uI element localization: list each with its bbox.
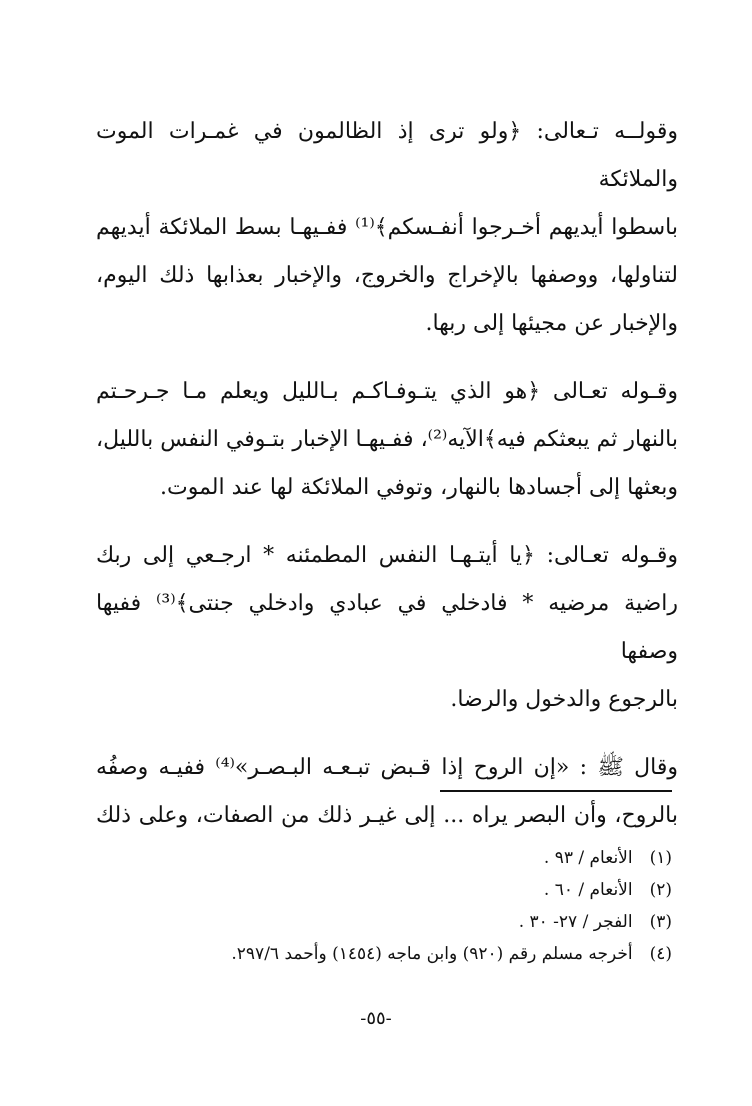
text-line: وقولــه تـعالى: ﴿ولو ترى إذ الظالمون في غمـرات الموت والملائكة — [96, 119, 678, 192]
footnote-number: (٢) — [649, 880, 672, 900]
main-text — [96, 108, 678, 860]
footnote-text: الأنعام / ٩٣ . — [543, 848, 633, 868]
text-line: وقـوله تعـالى ﴿هو الذي يتـوفـاكـم بـالليل ويعلم مـا جـرحـتم — [96, 379, 678, 404]
text-line: لتناولها، ووصفها بالإخراج والخروج، والإخبار بعذابها ذلك اليوم، — [96, 263, 678, 288]
paragraph-4 — [96, 744, 678, 840]
footnote-4 — [112, 938, 672, 970]
text-line: باسطوا أيديهم أخـرجوا أنفـسكم﴾⁽¹⁾ ففـيهـا بسط الملائكة أيديهم — [96, 215, 678, 240]
footnote-2 — [112, 874, 672, 906]
footnote-number: (٣) — [649, 912, 672, 932]
footnote-text: الأنعام / ٦٠ . — [543, 880, 633, 900]
text-line: بالنهار ثم يبعثكم فيه﴾الآيه⁽²⁾، ففـيهـا الإخبار بتـوفي النفس بالليل، — [96, 427, 678, 452]
footnotes — [112, 842, 672, 970]
footnote-text: الفجر / ٢٧- ٣٠ . — [518, 912, 633, 932]
text-line: وبعثها إلى أجسادها بالنهار، وتوفي الملائكة لها عند الموت. — [160, 475, 678, 500]
footnote-1 — [112, 842, 672, 874]
text-line: بالروح، وأن البصر يراه ... إلى غيـر ذلك من الصفات، وعلى ذلك — [96, 803, 678, 828]
paragraph-3 — [96, 532, 678, 724]
text-line: راضية مرضيه * فادخلي في عبادي وادخلي جنتى﴾⁽³⁾ ففيها وصفها — [96, 591, 678, 664]
page-number: -٥٥- — [360, 1008, 392, 1029]
footnote-divider — [440, 790, 672, 792]
paragraph-1 — [96, 108, 678, 348]
footnote-number: (٤) — [649, 944, 672, 964]
footnote-3 — [112, 906, 672, 938]
text-line: بالرجوع والدخول والرضا. — [450, 687, 678, 712]
text-line: والإخبار عن مجيئها إلى ربها. — [425, 311, 678, 336]
footnote-text: أخرجه مسلم رقم (٩٢٠) وابن ماجه (١٤٥٤) وأحمد ٢٩٧/٦. — [231, 944, 633, 964]
text-line: وقال ﷺ : «إن الروح إذا قـبض تبـعـه البـصـر»⁽⁴⁾ ففيـه وصفُه — [96, 755, 678, 780]
text-line: وقـوله تعـالى: ﴿يا أيتـهـا النفس المطمئنه * ارجـعي إلى ربك — [96, 543, 678, 568]
paragraph-2 — [96, 368, 678, 512]
footnote-number: (١) — [649, 848, 672, 868]
